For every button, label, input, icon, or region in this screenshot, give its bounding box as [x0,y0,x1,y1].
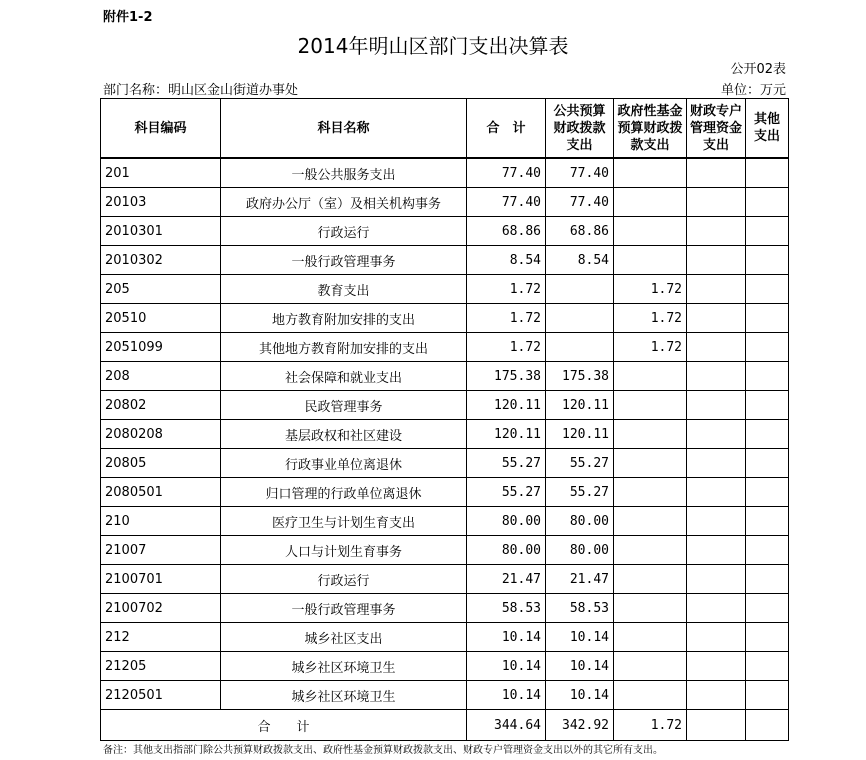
cell-special-fund [687,652,746,681]
table-row [101,507,789,536]
cell-other [746,362,789,391]
footnote: 备注：其他支出指部门除公共预算财政拨款支出、政府性基金预算财政拨款支出、财政专户管理资金支出以外的其它所有支出。 [103,745,663,756]
cell-name: 一般行政管理事务 [221,594,467,623]
cell-special-fund [687,158,746,188]
cell-code: 2100702 [101,594,221,623]
department-label: 部门名称：明山区金山街道办事处 [103,83,299,98]
header-row [101,99,789,159]
cell-fund-budget [614,623,687,652]
cell-fund-budget [614,246,687,275]
cell-code: 21007 [101,536,221,565]
table-row [101,158,789,188]
table-row [101,391,789,420]
cell-name: 民政管理事务 [221,391,467,420]
cell-name: 城乡社区环境卫生 [221,652,467,681]
cell-public-budget: 10.14 [546,681,614,710]
cell-special-fund [687,304,746,333]
table-row [101,188,789,217]
header-name: 科目名称 [221,99,467,159]
cell-code: 2080501 [101,478,221,507]
cell-code: 2010301 [101,217,221,246]
cell-public-budget: 120.11 [546,420,614,449]
cell-special-fund [687,362,746,391]
cell-code: 2051099 [101,333,221,362]
cell-public-budget: 55.27 [546,449,614,478]
cell-name: 教育支出 [221,275,467,304]
cell-total: 80.00 [467,536,546,565]
cell-other [746,217,789,246]
cell-total: 55.27 [467,478,546,507]
cell-public-budget: 175.38 [546,362,614,391]
table-row [101,478,789,507]
cell-special-fund [687,536,746,565]
cell-special-fund [687,681,746,710]
page-title: 2014年明山区部门支出决算表 [297,34,569,58]
cell-public-budget: 8.54 [546,246,614,275]
cell-fund-budget: 1.72 [614,333,687,362]
table-row [101,420,789,449]
table-row [101,304,789,333]
total-public-budget: 342.92 [546,710,614,741]
cell-fund-budget [614,362,687,391]
cell-other [746,565,789,594]
total-label: 合 计 [101,710,467,741]
cell-total: 1.72 [467,304,546,333]
unit-label: 单位：万元 [720,83,786,98]
cell-code: 20805 [101,449,221,478]
cell-fund-budget [614,158,687,188]
cell-other [746,507,789,536]
table-row [101,623,789,652]
cell-fund-budget [614,391,687,420]
cell-total: 77.40 [467,188,546,217]
table-row [101,594,789,623]
total-row [101,710,789,741]
cell-total: 55.27 [467,449,546,478]
cell-other [746,391,789,420]
cell-code: 205 [101,275,221,304]
cell-code: 20510 [101,304,221,333]
table-row [101,333,789,362]
cell-public-budget: 80.00 [546,536,614,565]
cell-code: 21205 [101,652,221,681]
table-row [101,565,789,594]
total-fund-budget: 1.72 [614,710,687,741]
table-row [101,246,789,275]
cell-other [746,478,789,507]
cell-fund-budget [614,594,687,623]
cell-name: 城乡社区支出 [221,623,467,652]
cell-other [746,333,789,362]
cell-other [746,304,789,333]
expenditure-table [100,98,789,741]
cell-special-fund [687,449,746,478]
cell-other [746,246,789,275]
cell-other [746,652,789,681]
cell-public-budget: 55.27 [546,478,614,507]
cell-name: 人口与计划生育事务 [221,536,467,565]
header-other: 其他支出 [746,99,789,159]
cell-other [746,536,789,565]
cell-fund-budget [614,478,687,507]
cell-total: 10.14 [467,652,546,681]
cell-code: 20802 [101,391,221,420]
header-total: 合 计 [467,99,546,159]
cell-name: 其他地方教育附加安排的支出 [221,333,467,362]
cell-special-fund [687,275,746,304]
cell-special-fund [687,565,746,594]
cell-special-fund [687,333,746,362]
cell-public-budget: 58.53 [546,594,614,623]
cell-total: 1.72 [467,333,546,362]
total-special-fund [687,710,746,741]
cell-public-budget: 10.14 [546,652,614,681]
cell-special-fund [687,391,746,420]
cell-code: 2100701 [101,565,221,594]
cell-fund-budget [614,188,687,217]
cell-other [746,188,789,217]
cell-other [746,594,789,623]
cell-total: 10.14 [467,681,546,710]
cell-name: 地方教育附加安排的支出 [221,304,467,333]
cell-public-budget [546,333,614,362]
cell-name: 城乡社区环境卫生 [221,681,467,710]
cell-special-fund [687,420,746,449]
table-body [101,158,789,710]
cell-total: 80.00 [467,507,546,536]
cell-code: 212 [101,623,221,652]
cell-fund-budget [614,449,687,478]
total-other [746,710,789,741]
annex-label: 附件1-2 [103,10,153,25]
cell-name: 社会保障和就业支出 [221,362,467,391]
cell-code: 2080208 [101,420,221,449]
cell-code: 210 [101,507,221,536]
cell-public-budget: 68.86 [546,217,614,246]
cell-total: 120.11 [467,420,546,449]
cell-special-fund [687,623,746,652]
cell-special-fund [687,246,746,275]
cell-total: 1.72 [467,275,546,304]
cell-total: 21.47 [467,565,546,594]
cell-public-budget: 10.14 [546,623,614,652]
cell-name: 基层政权和社区建设 [221,420,467,449]
form-number: 公开02表 [730,62,786,77]
cell-public-budget: 77.40 [546,158,614,188]
cell-fund-budget [614,536,687,565]
cell-code: 208 [101,362,221,391]
table-row [101,652,789,681]
cell-code: 201 [101,158,221,188]
cell-fund-budget [614,681,687,710]
cell-name: 行政运行 [221,217,467,246]
cell-name: 归口管理的行政单位离退休 [221,478,467,507]
cell-fund-budget [614,217,687,246]
cell-special-fund [687,188,746,217]
cell-total: 120.11 [467,391,546,420]
cell-special-fund [687,594,746,623]
cell-code: 20103 [101,188,221,217]
total-total: 344.64 [467,710,546,741]
table-row [101,275,789,304]
table-row [101,536,789,565]
cell-fund-budget [614,420,687,449]
cell-special-fund [687,507,746,536]
cell-name: 医疗卫生与计划生育支出 [221,507,467,536]
cell-other [746,275,789,304]
cell-public-budget: 77.40 [546,188,614,217]
table-row [101,449,789,478]
cell-fund-budget: 1.72 [614,275,687,304]
cell-special-fund [687,478,746,507]
cell-total: 68.86 [467,217,546,246]
cell-fund-budget [614,565,687,594]
cell-public-budget [546,275,614,304]
table-row [101,217,789,246]
cell-total: 58.53 [467,594,546,623]
cell-name: 一般公共服务支出 [221,158,467,188]
cell-name: 一般行政管理事务 [221,246,467,275]
cell-name: 行政运行 [221,565,467,594]
cell-fund-budget: 1.72 [614,304,687,333]
header-public-budget: 公共预算财政拨款支出 [546,99,614,159]
cell-other [746,623,789,652]
cell-total: 175.38 [467,362,546,391]
cell-other [746,420,789,449]
table-row [101,681,789,710]
cell-total: 8.54 [467,246,546,275]
cell-total: 77.40 [467,158,546,188]
cell-total: 10.14 [467,623,546,652]
cell-other [746,681,789,710]
cell-public-budget: 21.47 [546,565,614,594]
cell-other [746,158,789,188]
cell-public-budget [546,304,614,333]
cell-fund-budget [614,652,687,681]
cell-fund-budget [614,507,687,536]
cell-code: 2010302 [101,246,221,275]
cell-code: 2120501 [101,681,221,710]
cell-other [746,449,789,478]
header-code: 科目编码 [101,99,221,159]
header-fund-budget: 政府性基金预算财政拨款支出 [614,99,687,159]
cell-name: 行政事业单位离退休 [221,449,467,478]
header-special-fund: 财政专户管理资金支出 [687,99,746,159]
cell-public-budget: 120.11 [546,391,614,420]
cell-special-fund [687,217,746,246]
cell-name: 政府办公厅（室）及相关机构事务 [221,188,467,217]
table-row [101,362,789,391]
cell-public-budget: 80.00 [546,507,614,536]
